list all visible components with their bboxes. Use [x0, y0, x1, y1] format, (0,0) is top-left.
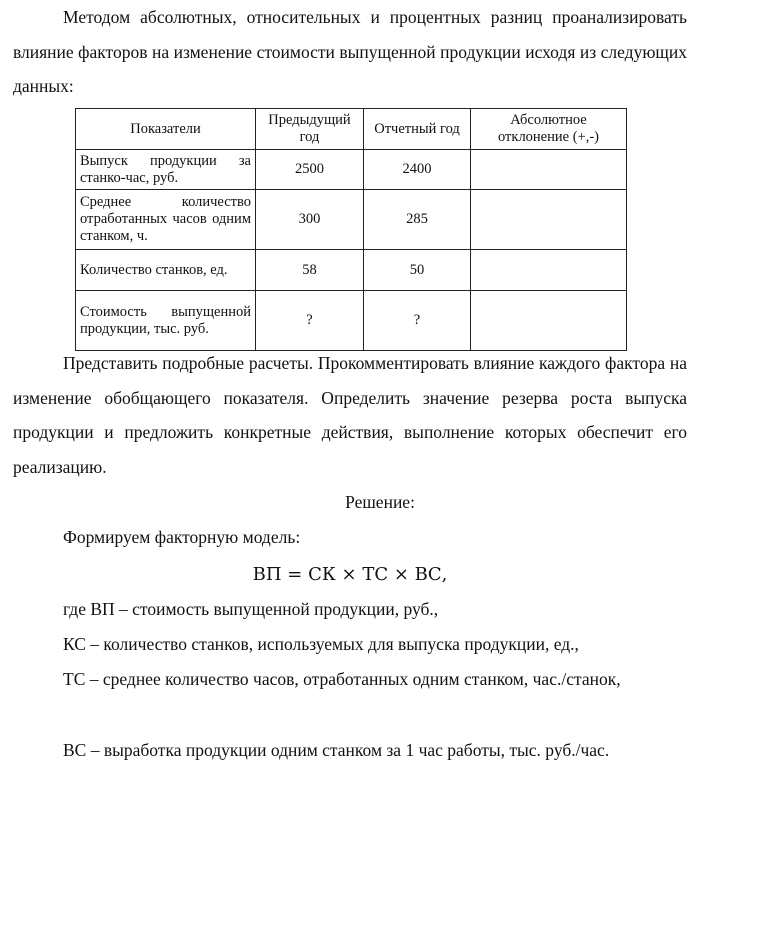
cell-current: 285 — [364, 190, 471, 250]
instructions-paragraph: Представить подробные расчеты. Прокомментировать влияние каждого фактора на изменение обобщающего показателя. Определить значение резерва роста выпуска продукции и предложить конкретные действия, выполнение которых обеспечит его реализацию. — [13, 353, 687, 477]
row-label: Среднее количество отработанных часов одним станком, ч. — [76, 190, 256, 250]
cell-previous: 2500 — [256, 150, 364, 190]
data-table — [75, 108, 627, 351]
cell-deviation — [471, 190, 627, 250]
row-label: Количество станков, ед. — [76, 250, 256, 291]
row-label: Выпуск продукции за станко-час, руб. — [76, 150, 256, 190]
definition-ks: КС – количество станков, используемых для выпуска продукции, ед., — [63, 634, 579, 654]
table-row — [76, 291, 627, 351]
cell-current: 2400 — [364, 150, 471, 190]
solution-heading: Решение: — [345, 492, 415, 512]
table-row — [76, 190, 627, 250]
task-intro-paragraph: Методом абсолютных, относительных и процентных разниц проанализировать влияние факторов на изменение стоимости выпущенной продукции исходя из следующих данных: — [13, 7, 687, 96]
table-row — [76, 150, 627, 190]
cell-current: 50 — [364, 250, 471, 291]
cell-previous: 300 — [256, 190, 364, 250]
factor-formula: ВП = СК × ТС × ВС, — [252, 564, 448, 585]
row-label: Стоимость выпущенной продукции, тыс. руб. — [76, 291, 256, 351]
table-row — [76, 250, 627, 291]
definition-vs: ВС – выработка продукции одним станком за 1 час работы, тыс. руб./час. — [63, 740, 610, 760]
model-intro: Формируем факторную модель: — [63, 527, 301, 547]
header-indicators: Показатели — [76, 109, 256, 150]
cell-previous: ? — [256, 291, 364, 351]
header-previous-year: Предыдущий год — [256, 109, 364, 150]
cell-current: ? — [364, 291, 471, 351]
cell-deviation — [471, 150, 627, 190]
cell-deviation — [471, 291, 627, 351]
table-header-row — [76, 109, 627, 150]
definition-vp: где ВП – стоимость выпущенной продукции, руб., — [63, 599, 439, 619]
definition-ts: ТС – среднее количество часов, отработанных одним станком, час./станок, — [63, 669, 621, 689]
header-reporting-year: Отчетный год — [364, 109, 471, 150]
header-absolute-deviation: Абсолютное отклонение (+,-) — [471, 109, 627, 150]
cell-previous: 58 — [256, 250, 364, 291]
cell-deviation — [471, 250, 627, 291]
